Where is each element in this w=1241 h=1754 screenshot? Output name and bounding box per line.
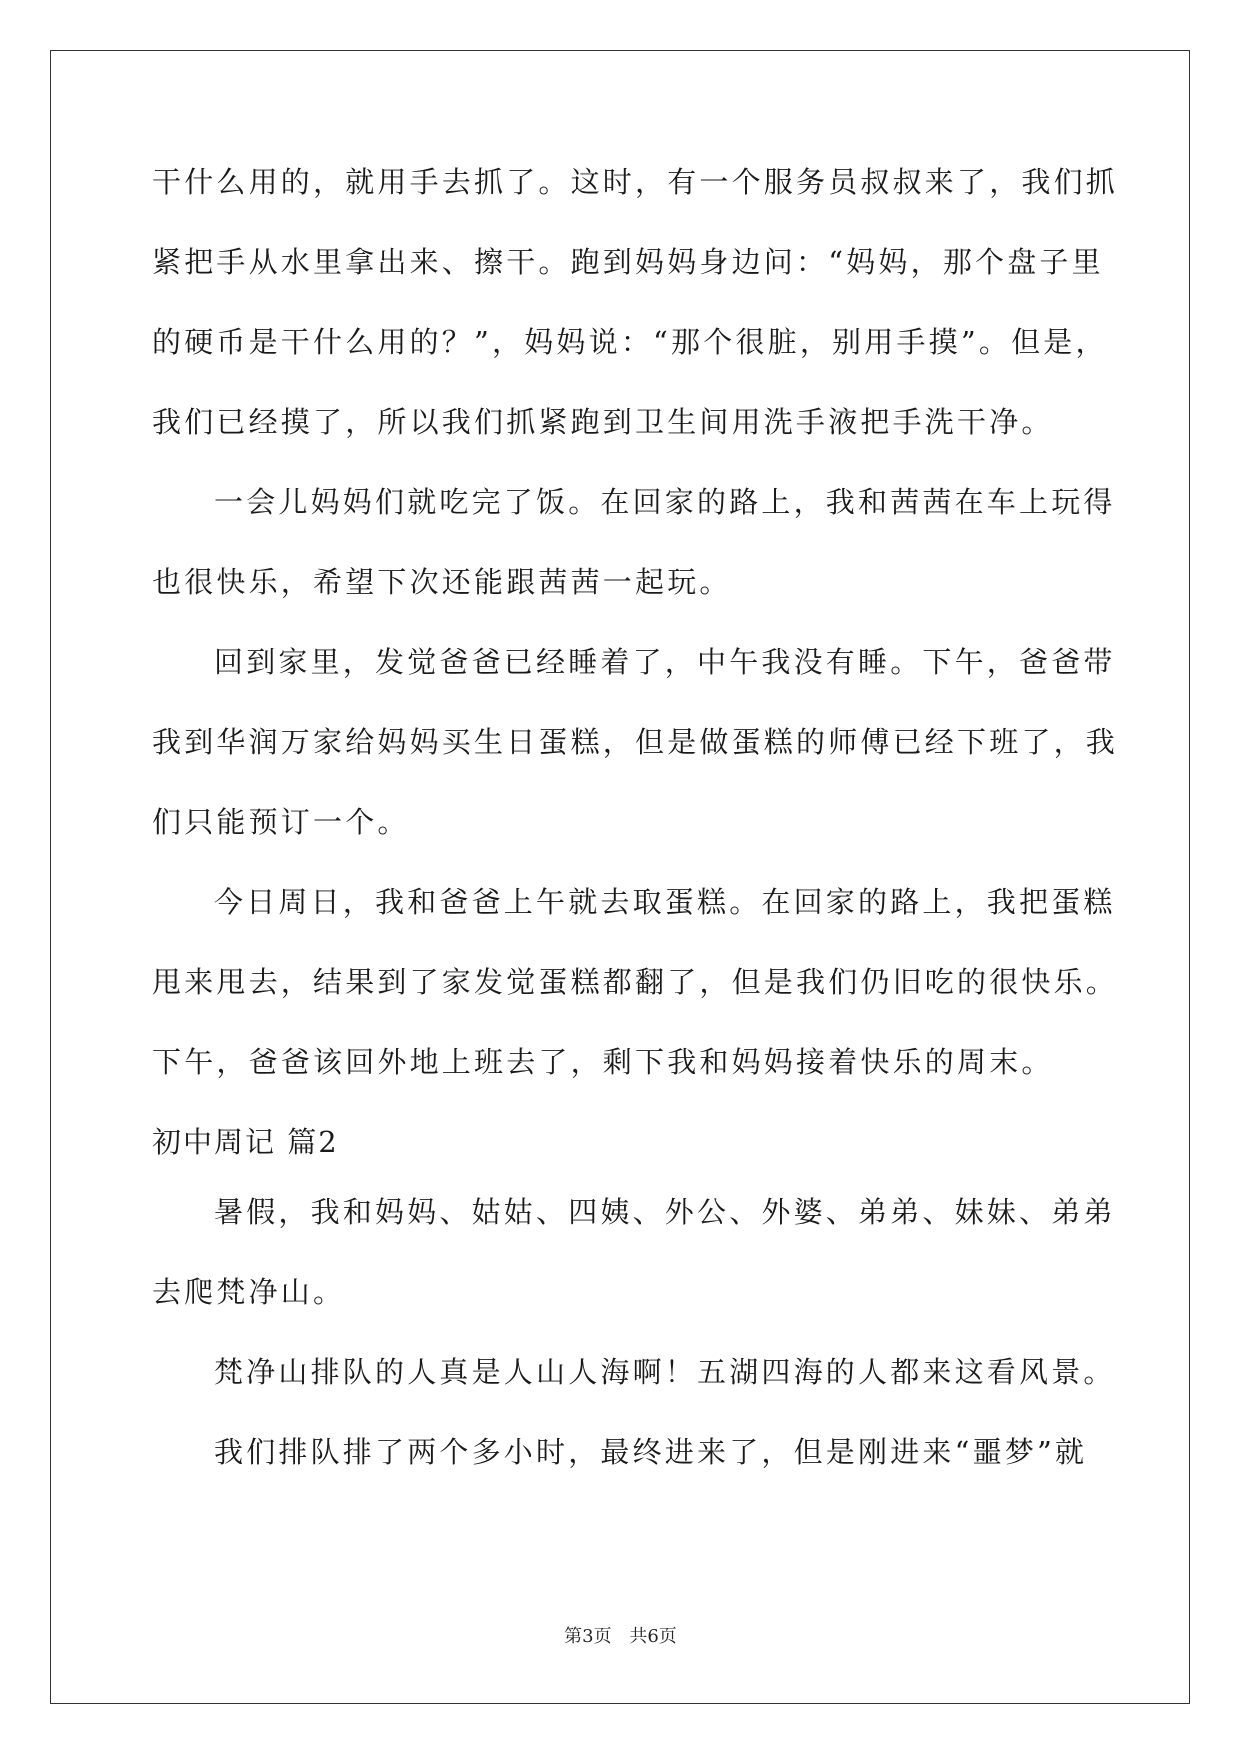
- text-line: 今日周日，我和爸爸上午就去取蛋糕。在回家的路上，我把蛋糕: [214, 885, 1116, 919]
- text-line: 我到华润万家给妈妈买生日蛋糕，但是做蛋糕的师傅已经下班了，我: [152, 725, 1119, 759]
- text-line: 也很快乐，希望下次还能跟茜茜一起玩。: [152, 565, 732, 599]
- text-line: 暑假，我和妈妈、姑姑、四姨、外公、外婆、弟弟、妹妹、弟弟: [214, 1195, 1116, 1229]
- text-line: 下午，爸爸该回外地上班去了，剩下我和妈妈接着快乐的周末。: [152, 1045, 1054, 1079]
- page-footer: [0, 1622, 1241, 1648]
- text-line: 甩来甩去，结果到了家发觉蛋糕都翻了，但是我们仍旧吃的很快乐。: [152, 965, 1119, 999]
- text-line: 一会儿妈妈们就吃完了饭。在回家的路上，我和茜茜在车上玩得: [214, 485, 1116, 519]
- page-number-current: 第3页: [564, 1626, 612, 1647]
- text-line: 回到家里，发觉爸爸已经睡着了，中午我没有睡。下午，爸爸带: [214, 645, 1116, 679]
- text-line: 紧把手从水里拿出来、擦干。跑到妈妈身边问：“妈妈，那个盘子里: [152, 245, 1104, 279]
- document-body: [152, 158, 1119, 1508]
- section-heading: 初中周记 篇2: [152, 1125, 339, 1159]
- page-number-total: 共6页: [629, 1626, 677, 1647]
- text-line: 我们排队排了两个多小时，最终进来了，但是刚进来“噩梦”就: [214, 1435, 1088, 1469]
- text-line: 去爬梵净山。: [152, 1275, 346, 1309]
- text-line: 干什么用的，就用手去抓了。这时，有一个服务员叔叔来了，我们抓: [152, 165, 1119, 199]
- text-line: 的硬币是干什么用的？”，妈妈说：“那个很脏，别用手摸”。但是，: [152, 325, 1108, 359]
- text-line: 梵净山排队的人真是人山人海啊！五湖四海的人都来这看风景。: [214, 1355, 1116, 1389]
- text-line: 我们已经摸了，所以我们抓紧跑到卫生间用洗手液把手洗干净。: [152, 405, 1054, 439]
- text-line: 们只能预订一个。: [152, 805, 410, 839]
